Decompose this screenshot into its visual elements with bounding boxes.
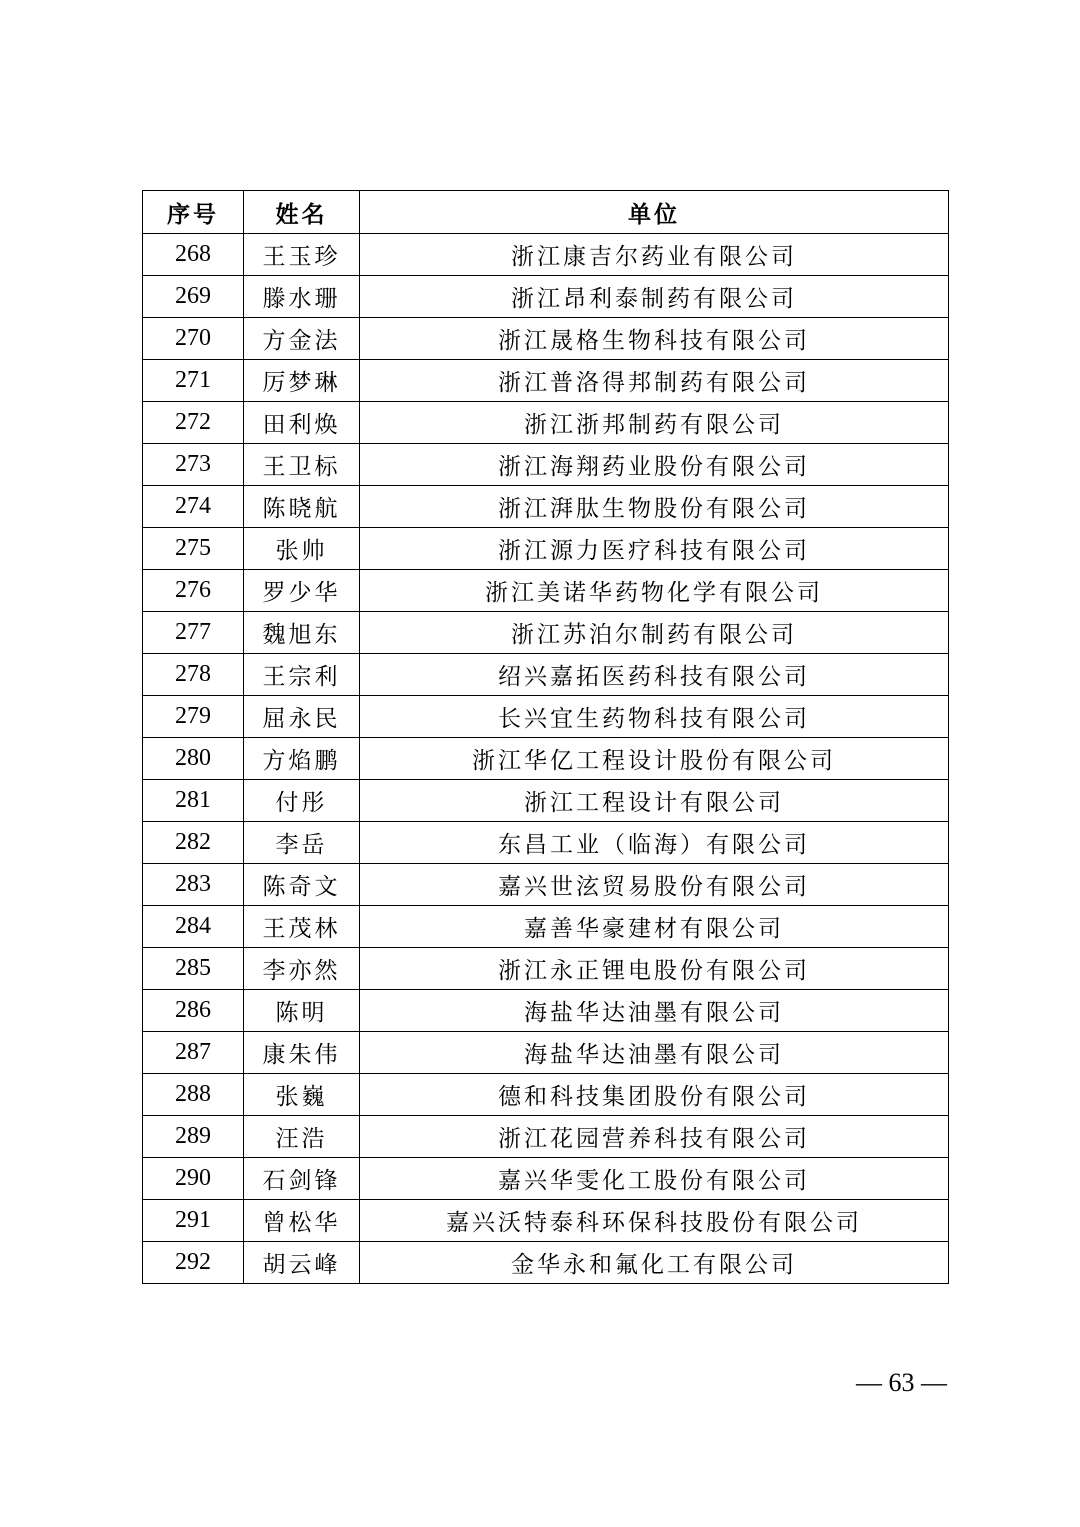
table-row: [143, 738, 949, 780]
cell-name: 张帅: [244, 528, 360, 570]
cell-organization: 海盐华达油墨有限公司: [360, 990, 949, 1032]
table-row: [143, 1032, 949, 1074]
cell-name: 方金法: [244, 318, 360, 360]
cell-serial-number: 287: [143, 1032, 244, 1074]
cell-organization: 嘉兴华雯化工股份有限公司: [360, 1158, 949, 1200]
table-row: [143, 486, 949, 528]
cell-name: 付彤: [244, 780, 360, 822]
cell-organization: 金华永和氟化工有限公司: [360, 1242, 949, 1284]
table-row: [143, 318, 949, 360]
cell-serial-number: 289: [143, 1116, 244, 1158]
cell-name: 方焰鹏: [244, 738, 360, 780]
table-row: [143, 528, 949, 570]
cell-organization: 浙江工程设计有限公司: [360, 780, 949, 822]
table-row: [143, 570, 949, 612]
cell-serial-number: 270: [143, 318, 244, 360]
table-row: [143, 990, 949, 1032]
cell-name: 胡云峰: [244, 1242, 360, 1284]
cell-organization: 绍兴嘉拓医药科技有限公司: [360, 654, 949, 696]
header-organization: 单位: [360, 191, 949, 234]
cell-name: 魏旭东: [244, 612, 360, 654]
cell-serial-number: 283: [143, 864, 244, 906]
cell-organization: 浙江浙邦制药有限公司: [360, 402, 949, 444]
cell-serial-number: 284: [143, 906, 244, 948]
table-body: [143, 234, 949, 1284]
cell-name: 陈奇文: [244, 864, 360, 906]
table-row: [143, 1116, 949, 1158]
table-row: [143, 906, 949, 948]
page-number: — 63 —: [856, 1368, 947, 1397]
cell-organization: 德和科技集团股份有限公司: [360, 1074, 949, 1116]
header-serial-number: 序号: [143, 191, 244, 234]
table-row: [143, 612, 949, 654]
cell-name: 厉梦琳: [244, 360, 360, 402]
cell-serial-number: 277: [143, 612, 244, 654]
cell-serial-number: 282: [143, 822, 244, 864]
cell-name: 罗少华: [244, 570, 360, 612]
table-row: [143, 444, 949, 486]
cell-organization: 浙江永正锂电股份有限公司: [360, 948, 949, 990]
cell-name: 陈晓航: [244, 486, 360, 528]
cell-name: 王宗利: [244, 654, 360, 696]
cell-name: 李岳: [244, 822, 360, 864]
cell-serial-number: 279: [143, 696, 244, 738]
cell-organization: 浙江美诺华药物化学有限公司: [360, 570, 949, 612]
cell-organization: 浙江海翔药业股份有限公司: [360, 444, 949, 486]
cell-organization: 嘉兴世泫贸易股份有限公司: [360, 864, 949, 906]
table-row: [143, 234, 949, 276]
cell-serial-number: 269: [143, 276, 244, 318]
cell-organization: 东昌工业（临海）有限公司: [360, 822, 949, 864]
cell-name: 陈明: [244, 990, 360, 1032]
cell-organization: 浙江普洛得邦制药有限公司: [360, 360, 949, 402]
cell-serial-number: 275: [143, 528, 244, 570]
cell-serial-number: 286: [143, 990, 244, 1032]
cell-organization: 浙江华亿工程设计股份有限公司: [360, 738, 949, 780]
header-name: 姓名: [244, 191, 360, 234]
cell-name: 王玉珍: [244, 234, 360, 276]
table-row: [143, 360, 949, 402]
cell-name: 李亦然: [244, 948, 360, 990]
cell-serial-number: 272: [143, 402, 244, 444]
table-row: [143, 1074, 949, 1116]
cell-name: 屈永民: [244, 696, 360, 738]
cell-serial-number: 273: [143, 444, 244, 486]
cell-organization: 浙江康吉尔药业有限公司: [360, 234, 949, 276]
cell-serial-number: 280: [143, 738, 244, 780]
cell-name: 滕水珊: [244, 276, 360, 318]
cell-organization: 嘉兴沃特泰科环保科技股份有限公司: [360, 1200, 949, 1242]
table-row: [143, 780, 949, 822]
cell-name: 曾松华: [244, 1200, 360, 1242]
cell-serial-number: 278: [143, 654, 244, 696]
cell-serial-number: 274: [143, 486, 244, 528]
cell-serial-number: 290: [143, 1158, 244, 1200]
cell-name: 汪浩: [244, 1116, 360, 1158]
table-row: [143, 948, 949, 990]
table-row: [143, 276, 949, 318]
cell-name: 王茂林: [244, 906, 360, 948]
cell-organization: 浙江湃肽生物股份有限公司: [360, 486, 949, 528]
cell-serial-number: 271: [143, 360, 244, 402]
cell-organization: 浙江晟格生物科技有限公司: [360, 318, 949, 360]
roster-table: [142, 190, 949, 1284]
cell-organization: 嘉善华豪建材有限公司: [360, 906, 949, 948]
cell-organization: 浙江花园营养科技有限公司: [360, 1116, 949, 1158]
table-row: [143, 654, 949, 696]
cell-organization: 浙江苏泊尔制药有限公司: [360, 612, 949, 654]
table-row: [143, 1200, 949, 1242]
cell-serial-number: 292: [143, 1242, 244, 1284]
cell-name: 王卫标: [244, 444, 360, 486]
cell-serial-number: 291: [143, 1200, 244, 1242]
cell-serial-number: 276: [143, 570, 244, 612]
cell-name: 康朱伟: [244, 1032, 360, 1074]
cell-organization: 浙江昂利泰制药有限公司: [360, 276, 949, 318]
cell-organization: 长兴宜生药物科技有限公司: [360, 696, 949, 738]
cell-name: 石剑锋: [244, 1158, 360, 1200]
table-row: [143, 1242, 949, 1284]
table-row: [143, 402, 949, 444]
cell-serial-number: 281: [143, 780, 244, 822]
cell-organization: 浙江源力医疗科技有限公司: [360, 528, 949, 570]
table-row: [143, 696, 949, 738]
cell-serial-number: 268: [143, 234, 244, 276]
table-row: [143, 864, 949, 906]
cell-organization: 海盐华达油墨有限公司: [360, 1032, 949, 1074]
table-row: [143, 1158, 949, 1200]
table-row: [143, 822, 949, 864]
cell-serial-number: 288: [143, 1074, 244, 1116]
cell-name: 张巍: [244, 1074, 360, 1116]
cell-serial-number: 285: [143, 948, 244, 990]
cell-name: 田利焕: [244, 402, 360, 444]
table-header-row: [143, 191, 949, 234]
